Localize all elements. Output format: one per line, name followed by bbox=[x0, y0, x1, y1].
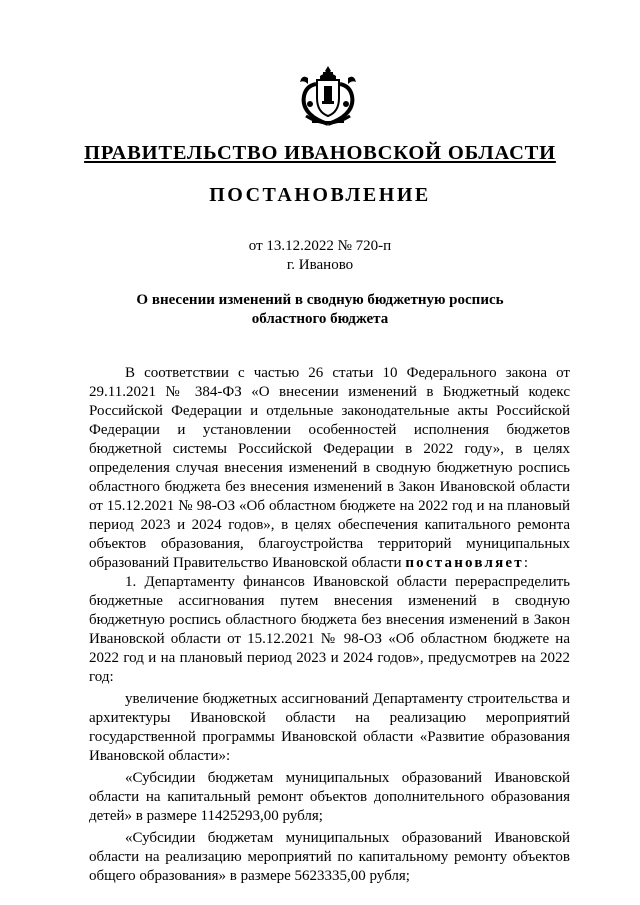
document-type: ПОСТАНОВЛЕНИЕ bbox=[209, 184, 431, 206]
date-and-number: от 13.12.2022 № 720-п bbox=[248, 238, 392, 254]
city: г. Иваново bbox=[286, 257, 354, 273]
resolves-colon: : bbox=[523, 555, 528, 571]
subsidy-1-paragraph: «Субсидии бюджетам муниципальных образований Ивановской области на капитальный ремонт объектов дополнительного образования детей» в размере 11425293,00 рубля; bbox=[89, 770, 570, 824]
subsidy-2-paragraph: «Субсидии бюджетам муниципальных образований Ивановской области на реализацию мероприятий по капитальному ремонту объектов общего образования» в размере 5623335,00 рубля; bbox=[89, 830, 570, 884]
subject-line-1: О внесении изменений в сводную бюджетную роспись bbox=[136, 292, 504, 308]
document-subject bbox=[0, 291, 640, 329]
increase-paragraph: увеличение бюджетных ассигнований Департаменту строительства и архитектуры Ивановской области на реализацию мероприятий государственной программы Ивановской области «Развитие образования Ивановской области»: bbox=[89, 691, 570, 764]
preamble-text: В соответствии с частью 26 статьи 10 Федерального закона от 29.11.2021 № 384-ФЗ «О внесении изменений в Бюджетный кодекс Российской Федерации и отдельные законодательные акты Российской Федерации и установлении особенностей исполнения бюджетов бюджетной системы Российской Федерации в 2022 году», в целях определения случая внесения изменений в сводную бюджетную роспись областного бюджета без внесения изменений в Закон Ивановской области от 15.12.2021 № 98-ОЗ «Об областном бюджете на 2022 год и на плановый период 2023 и 2024 годов», в целях обеспечения капитального ремонта объектов образования, благоустройства территорий муниципальных образований Правительство Ивановской области bbox=[89, 365, 570, 571]
coat-of-arms-emblem bbox=[298, 64, 358, 130]
government-title: ПРАВИТЕЛЬСТВО ИВАНОВСКОЙ ОБЛАСТИ bbox=[84, 142, 556, 164]
document-body bbox=[89, 364, 570, 886]
item-1-paragraph: 1. Департаменту финансов Ивановской области перераспределить бюджетные ассигнования путем внесения изменений в сводную бюджетную роспись областного бюджета без внесения изменений в Закон Ивановской области от 15.12.2021 № 98-ОЗ «Об областном бюджете на 2022 год и на плановый период 2023 и 2024 годов», предусмотрев на 2022 год: bbox=[89, 574, 570, 685]
preamble-paragraph bbox=[89, 364, 570, 573]
resolves-word: постановляет bbox=[405, 555, 524, 571]
subject-line-2: областного бюджета bbox=[251, 311, 389, 327]
